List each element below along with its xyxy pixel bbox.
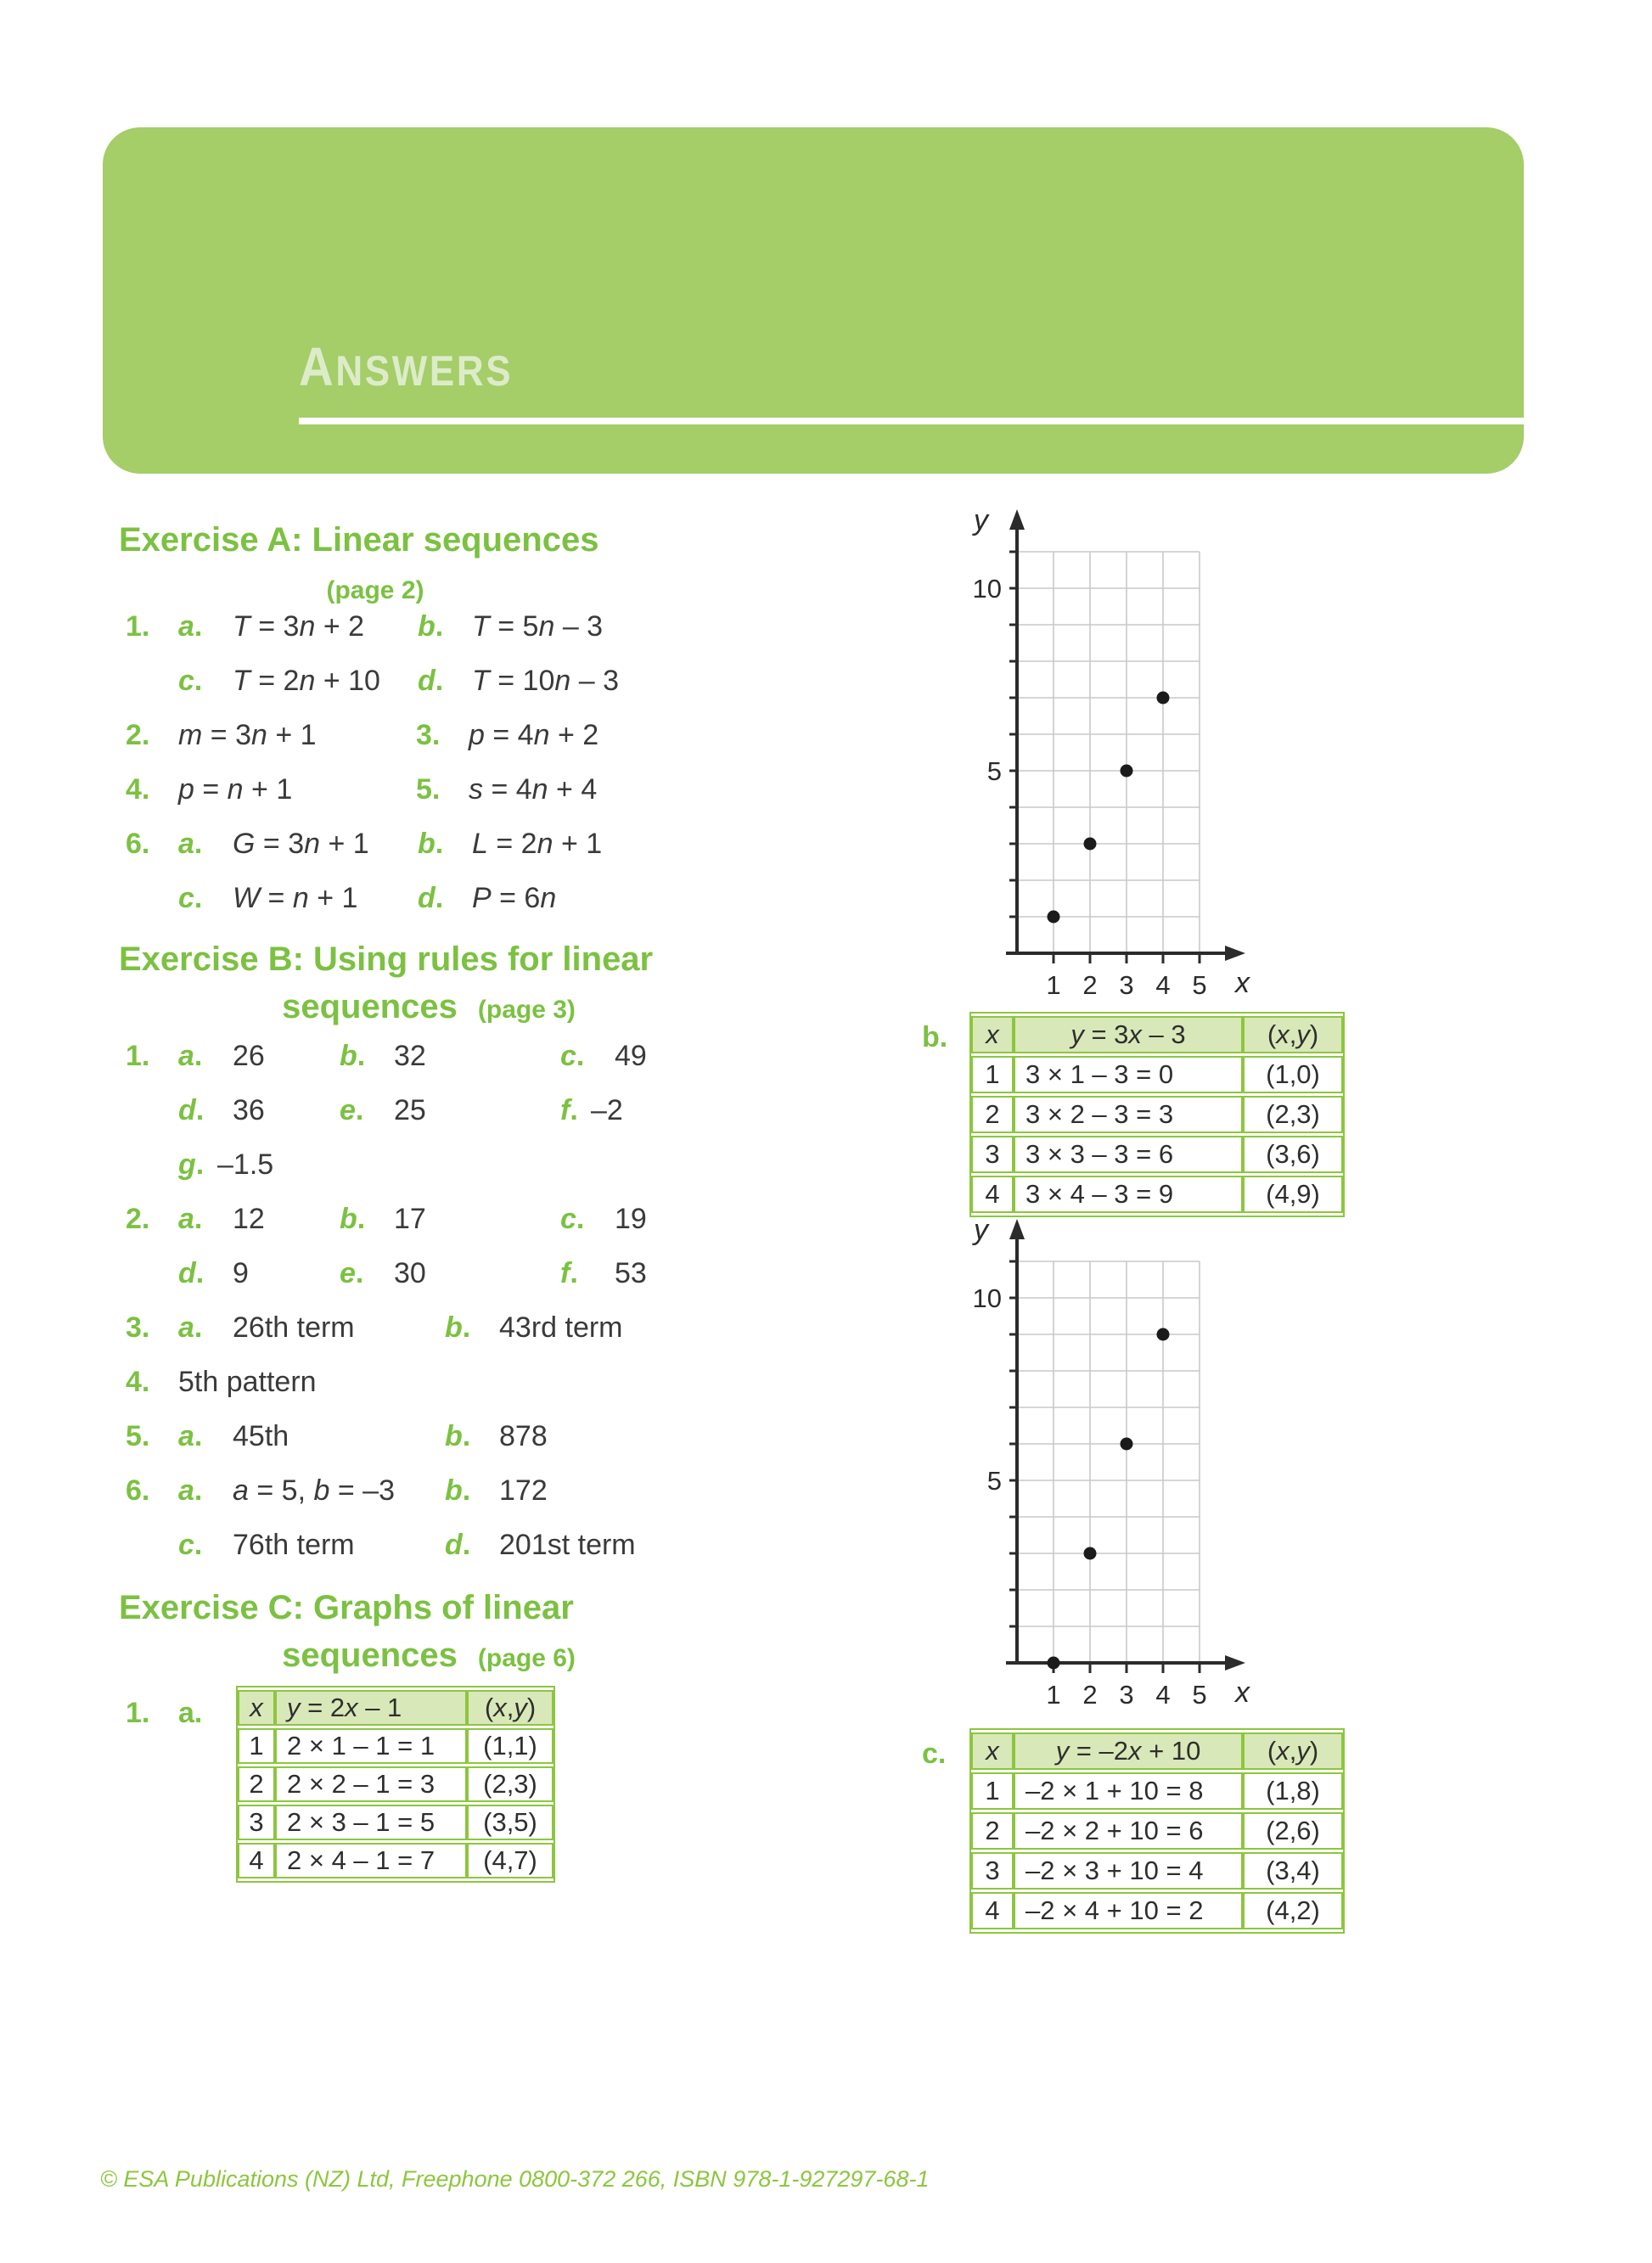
answer-label: 4. xyxy=(126,773,150,806)
x-tick-label: 1 xyxy=(1046,1680,1061,1710)
table-header-cell: y = –2x + 10 xyxy=(1014,1732,1243,1770)
table-b-letter-label: b. xyxy=(922,1021,948,1053)
table-row xyxy=(238,1805,553,1840)
exercise-b-heading-word2: sequences xyxy=(282,988,458,1025)
table-header-cell: y = 3x – 3 xyxy=(1014,1016,1243,1053)
data-point xyxy=(1157,1328,1170,1341)
table-cell: 1 xyxy=(971,1772,1014,1810)
table-cell: 2 xyxy=(971,1096,1014,1133)
table-cell: 1 xyxy=(238,1728,275,1764)
answer-label: b. xyxy=(418,828,444,860)
table-header-cell: (x,y) xyxy=(467,1690,553,1726)
answer-value: T = 5n – 3 xyxy=(472,610,604,643)
x-tick-label: 3 xyxy=(1119,1680,1134,1710)
answer-label: a. xyxy=(178,1203,203,1235)
table-row xyxy=(238,1843,553,1878)
x-axis-title: x xyxy=(1235,1676,1250,1709)
table-header-row xyxy=(238,1690,553,1726)
answer-label: 5. xyxy=(416,773,441,806)
answer-label: 4. xyxy=(126,1366,150,1398)
y-tick-label: 5 xyxy=(986,756,1002,786)
answer-label: b. xyxy=(340,1040,366,1072)
answer-label: 3. xyxy=(416,719,441,751)
table-cell: (3,5) xyxy=(467,1805,553,1840)
answer-row xyxy=(126,762,873,817)
table-row xyxy=(971,1812,1343,1850)
table-cell: 2 xyxy=(971,1812,1014,1850)
answer-row xyxy=(126,1300,873,1355)
answer-value: W = n + 1 xyxy=(233,882,358,914)
answer-label: a. xyxy=(178,1420,203,1452)
table-cell: 3 × 2 – 3 = 3 xyxy=(1014,1096,1243,1133)
values-table-c xyxy=(969,1728,1345,1934)
table-row xyxy=(971,1772,1343,1810)
answer-label: d. xyxy=(178,1094,205,1126)
answer-label: g. xyxy=(178,1148,205,1181)
y-axis-title: y xyxy=(974,1214,988,1246)
exercise-b-heading-line1: Exercise B: Using rules for linear xyxy=(119,941,654,978)
table-header-cell: x xyxy=(971,1016,1014,1053)
table-cell: –2 × 4 + 10 = 2 xyxy=(1014,1892,1243,1929)
answer-label xyxy=(126,871,178,925)
x-tick-label: 5 xyxy=(1192,1680,1207,1710)
answer-value: 45th xyxy=(233,1420,289,1452)
x-axis-arrow xyxy=(1225,946,1245,961)
scatter-graph-y-3x-minus-3 xyxy=(941,1209,1255,1744)
answer-value: G = 3n + 1 xyxy=(233,828,369,860)
x-tick-label: 3 xyxy=(1119,970,1134,1000)
answer-row xyxy=(126,708,873,762)
answer-value: –1.5 xyxy=(217,1148,274,1181)
answer-row xyxy=(126,1137,873,1192)
answer-value: 19 xyxy=(615,1203,647,1235)
answer-row xyxy=(126,1409,873,1463)
table-cell: 3 × 4 – 3 = 9 xyxy=(1014,1176,1243,1213)
x-tick-label: 4 xyxy=(1155,1680,1171,1710)
table-cell: (2,3) xyxy=(467,1766,553,1802)
x-axis-arrow xyxy=(1225,1655,1245,1671)
scatter-graph-y-2x-minus-1 xyxy=(941,499,1255,1034)
table-cell: 4 xyxy=(971,1892,1014,1929)
x-tick-label: 5 xyxy=(1192,970,1207,1000)
table-1a-letter-label: a. xyxy=(178,1697,203,1729)
answer-label xyxy=(126,1083,178,1137)
table-row xyxy=(971,1136,1343,1173)
y-tick-label: 5 xyxy=(986,1466,1002,1496)
exercise-b-heading xyxy=(119,937,654,1030)
table-cell: 2 xyxy=(238,1766,275,1802)
y-axis-title: y xyxy=(974,504,988,536)
table-cell: 2 × 4 – 1 = 7 xyxy=(275,1843,467,1878)
answer-label: c. xyxy=(178,1529,203,1561)
answer-value: m = 3n + 1 xyxy=(178,719,317,751)
answer-value: 201st term xyxy=(499,1529,636,1561)
answer-label: c. xyxy=(560,1203,585,1235)
table-cell: (2,6) xyxy=(1243,1812,1343,1850)
data-point xyxy=(1048,1657,1060,1670)
table-row xyxy=(971,1096,1343,1133)
answer-row xyxy=(126,599,873,654)
table-row xyxy=(971,1056,1343,1093)
page-title xyxy=(299,336,514,397)
table-header-cell: y = 2x – 1 xyxy=(275,1690,467,1726)
data-point xyxy=(1157,692,1170,705)
answer-label: 6. xyxy=(126,828,150,860)
page-title-initial: A xyxy=(299,336,336,397)
y-axis-arrow xyxy=(1009,1219,1025,1239)
answer-label: e. xyxy=(340,1257,364,1289)
answer-label: a. xyxy=(178,1040,203,1072)
x-axis-title: x xyxy=(1235,967,1250,999)
x-tick-label: 4 xyxy=(1155,970,1171,1000)
answer-label: d. xyxy=(418,882,444,914)
table-cell: (1,1) xyxy=(467,1728,553,1764)
answer-row xyxy=(126,1518,873,1572)
answer-value: p = 4n + 2 xyxy=(469,719,599,751)
table-cell: (3,4) xyxy=(1243,1852,1343,1890)
table-cell: 3 xyxy=(238,1805,275,1840)
exercise-c-page-ref: (page 6) xyxy=(477,1644,576,1672)
answer-value: s = 4n + 4 xyxy=(469,773,598,806)
table-row xyxy=(971,1892,1343,1929)
table-cell: 3 × 3 – 3 = 6 xyxy=(1014,1136,1243,1173)
values-table-grid xyxy=(236,1686,555,1883)
answer-value: 49 xyxy=(615,1040,647,1072)
answer-value: 76th term xyxy=(233,1529,355,1561)
exercise-c-heading xyxy=(119,1586,611,1679)
exercise-b-heading-line2 xyxy=(119,986,611,1030)
y-tick-label: 10 xyxy=(972,574,1002,604)
table-cell: –2 × 2 + 10 = 6 xyxy=(1014,1812,1243,1850)
answer-value: –2 xyxy=(591,1094,623,1126)
table-row xyxy=(238,1766,553,1802)
exercise-c-heading-line1: Exercise C: Graphs of linear xyxy=(119,1589,574,1626)
answer-label: 2. xyxy=(126,719,150,751)
answer-label: 1. xyxy=(126,610,150,643)
answer-row xyxy=(126,1029,873,1083)
answer-label xyxy=(126,1518,178,1572)
table-cell: 4 xyxy=(238,1843,275,1878)
data-point xyxy=(1121,765,1133,778)
table-row xyxy=(971,1176,1343,1213)
table-cell: 3 xyxy=(971,1136,1014,1173)
answer-row xyxy=(126,817,873,871)
answer-value: 26th term xyxy=(233,1311,355,1344)
table-cell: (2,3) xyxy=(1243,1096,1343,1133)
exercise-a-heading-line1: Exercise A: Linear sequences xyxy=(119,521,599,559)
answer-value: 25 xyxy=(394,1094,426,1126)
answer-row xyxy=(126,871,873,925)
answer-value: 172 xyxy=(499,1474,548,1507)
answer-row xyxy=(126,1192,873,1246)
answer-value: 17 xyxy=(394,1203,426,1235)
exercise-c-heading-word2: sequences xyxy=(282,1637,458,1674)
answer-label: 3. xyxy=(126,1311,150,1344)
answer-label xyxy=(126,1246,178,1300)
table-cell: 2 × 2 – 1 = 3 xyxy=(275,1766,467,1802)
answer-label: 1. xyxy=(126,1040,150,1072)
answer-value: 30 xyxy=(394,1257,426,1289)
exercise-b-page-ref: (page 3) xyxy=(477,996,576,1024)
answer-value: P = 6n xyxy=(472,882,557,914)
table-cell: (4,7) xyxy=(467,1843,553,1878)
answer-value: 5th pattern xyxy=(178,1366,317,1398)
values-table-b xyxy=(969,1012,1345,1217)
answer-value: 12 xyxy=(233,1203,265,1235)
values-table-grid xyxy=(969,1012,1345,1217)
values-table-grid xyxy=(969,1728,1345,1934)
answer-row xyxy=(126,1246,873,1300)
answer-value: 9 xyxy=(233,1257,249,1289)
exercise-a-heading xyxy=(119,518,611,611)
answer-label: b. xyxy=(445,1474,471,1507)
table-cell: 2 × 3 – 1 = 5 xyxy=(275,1805,467,1840)
answer-label: c. xyxy=(560,1040,585,1072)
answer-label: 5. xyxy=(126,1420,150,1452)
table-header-cell: x xyxy=(971,1732,1014,1770)
answer-label: b. xyxy=(418,610,444,643)
table-row xyxy=(971,1852,1343,1890)
copyright-footer: © ESA Publications (NZ) Ltd, Freephone 0800-372 266, ISBN 978-1-927297-68-1 xyxy=(100,2166,930,2192)
data-point xyxy=(1121,1438,1133,1451)
table-cell: (1,0) xyxy=(1243,1056,1343,1093)
answer-label: c. xyxy=(178,882,203,914)
data-point xyxy=(1084,1547,1097,1560)
table-1a-number-label: 1. xyxy=(126,1697,150,1729)
table-header-cell: (x,y) xyxy=(1243,1732,1343,1770)
table-row xyxy=(238,1728,553,1764)
answer-row xyxy=(126,1355,873,1409)
answer-label: c. xyxy=(178,665,203,697)
answer-label: f. xyxy=(560,1257,578,1289)
answer-value: 32 xyxy=(394,1040,426,1072)
answer-value: 878 xyxy=(499,1420,548,1452)
y-tick-label: 10 xyxy=(972,1283,1002,1313)
answer-value: T = 10n – 3 xyxy=(472,665,619,697)
table-cell: 1 xyxy=(971,1056,1014,1093)
answer-row xyxy=(126,1463,873,1518)
exercise-a-page-ref: (page 2) xyxy=(326,576,424,604)
page-title-rest: NSWERS xyxy=(335,347,514,395)
answer-label: b. xyxy=(340,1203,366,1235)
answer-label: d. xyxy=(418,665,444,697)
table-cell: –2 × 3 + 10 = 4 xyxy=(1014,1852,1243,1890)
answer-value: 43rd term xyxy=(499,1311,623,1344)
answer-row xyxy=(126,1083,873,1137)
table-cell: 4 xyxy=(971,1176,1014,1213)
answer-label: d. xyxy=(178,1257,205,1289)
answer-label: f. xyxy=(560,1094,578,1126)
exercise-b-answers xyxy=(126,1029,873,1572)
title-underline xyxy=(299,418,1574,424)
answer-label xyxy=(126,654,178,708)
answer-label: e. xyxy=(340,1094,364,1126)
answer-label: b. xyxy=(445,1311,471,1344)
header-banner xyxy=(103,127,1524,474)
answer-value: 26 xyxy=(233,1040,265,1072)
answer-value: 53 xyxy=(615,1257,647,1289)
answer-value: L = 2n + 1 xyxy=(472,828,603,860)
answer-label: 2. xyxy=(126,1203,150,1235)
answer-row xyxy=(126,654,873,708)
answer-label: b. xyxy=(445,1420,471,1452)
values-table-1a xyxy=(236,1686,555,1883)
table-cell: 2 × 1 – 1 = 1 xyxy=(275,1728,467,1764)
y-axis-arrow xyxy=(1009,509,1025,530)
data-point xyxy=(1084,838,1097,851)
table-c-letter-label: c. xyxy=(922,1738,947,1770)
table-header-cell: x xyxy=(238,1690,275,1726)
table-cell: –2 × 1 + 10 = 8 xyxy=(1014,1772,1243,1810)
exercise-a-answers xyxy=(126,599,873,925)
answer-label xyxy=(126,1137,178,1192)
answer-label: a. xyxy=(178,1311,203,1344)
answer-value: T = 3n + 2 xyxy=(233,610,365,643)
x-tick-label: 1 xyxy=(1046,970,1061,1000)
x-tick-label: 2 xyxy=(1082,1680,1098,1710)
table-cell: (4,9) xyxy=(1243,1176,1343,1213)
answer-label: a. xyxy=(178,828,203,860)
answer-value: p = n + 1 xyxy=(178,773,293,806)
answer-value: a = 5, b = –3 xyxy=(233,1474,395,1507)
answer-label: a. xyxy=(178,1474,203,1507)
table-cell: 3 xyxy=(971,1852,1014,1890)
x-tick-label: 2 xyxy=(1082,970,1098,1000)
answer-label: 6. xyxy=(126,1474,150,1507)
answer-label: d. xyxy=(445,1529,471,1561)
table-cell: (1,8) xyxy=(1243,1772,1343,1810)
answer-value: 36 xyxy=(233,1094,265,1126)
answer-value: T = 2n + 10 xyxy=(233,665,380,697)
data-point xyxy=(1048,911,1060,924)
answer-label: a. xyxy=(178,610,203,643)
table-cell: (4,2) xyxy=(1243,1892,1343,1929)
table-cell: 3 × 1 – 3 = 0 xyxy=(1014,1056,1243,1093)
table-cell: (3,6) xyxy=(1243,1136,1343,1173)
table-header-cell: (x,y) xyxy=(1243,1016,1343,1053)
exercise-c-heading-line2 xyxy=(119,1635,611,1679)
